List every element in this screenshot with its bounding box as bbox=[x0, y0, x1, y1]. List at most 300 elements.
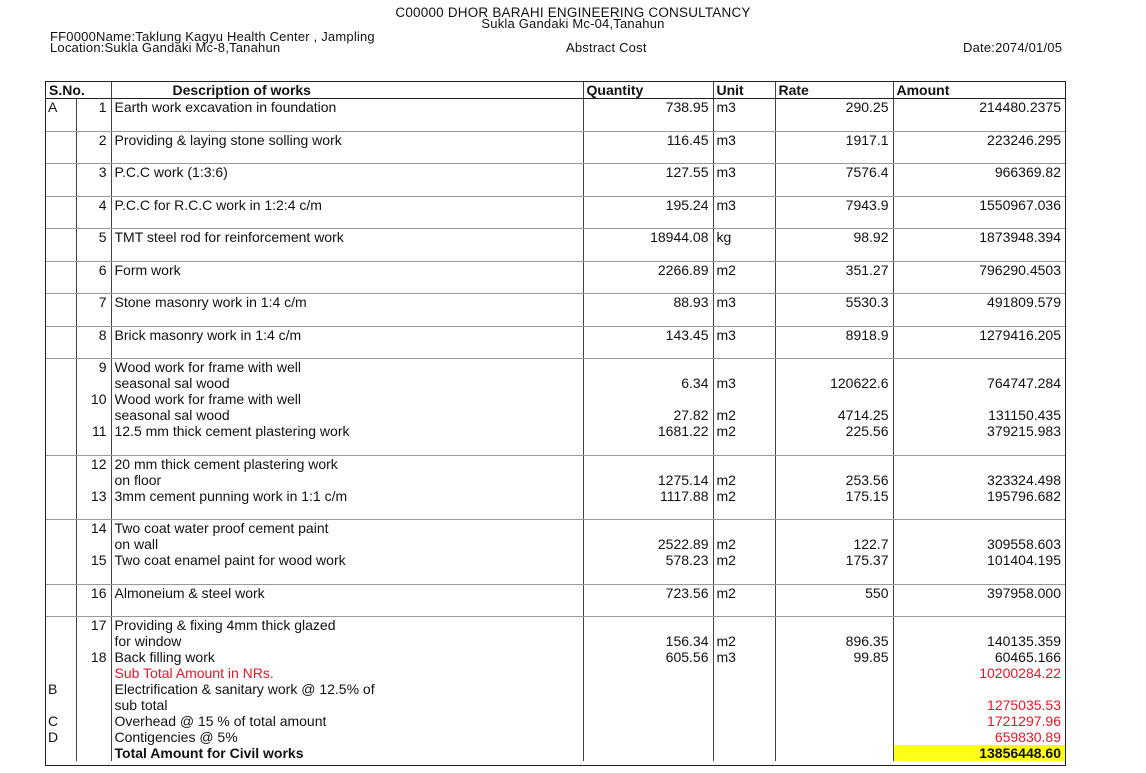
spacer-cell bbox=[76, 310, 111, 326]
spacer-cell bbox=[775, 148, 893, 164]
col-header-description: Description of works bbox=[111, 82, 583, 99]
row-rate bbox=[775, 520, 893, 537]
col-header-unit: Unit bbox=[713, 82, 775, 99]
table-row bbox=[46, 729, 1065, 745]
row-unit: m2 bbox=[713, 584, 775, 601]
row-quantity: 578.23 bbox=[583, 552, 713, 568]
row-class bbox=[46, 196, 76, 213]
row-amount: 491809.579 bbox=[893, 294, 1065, 311]
spacer-row bbox=[46, 213, 1065, 229]
row-number: 7 bbox=[76, 294, 111, 311]
spacer-row bbox=[46, 115, 1065, 131]
spacer-cell bbox=[583, 504, 713, 520]
row-description: 3mm cement punning work in 1:1 c/m bbox=[111, 488, 583, 504]
spacer-cell bbox=[46, 310, 76, 326]
row-class bbox=[46, 391, 76, 407]
row-quantity: 127.55 bbox=[583, 164, 713, 181]
row-unit: m2 bbox=[713, 488, 775, 504]
spacer-cell bbox=[583, 180, 713, 196]
spacer-cell bbox=[893, 439, 1065, 455]
row-amount bbox=[893, 617, 1065, 634]
row-description: Brick masonry work in 1:4 c/m bbox=[111, 326, 583, 343]
row-quantity bbox=[583, 391, 713, 407]
spacer-cell bbox=[46, 601, 76, 617]
row-unit bbox=[713, 520, 775, 537]
spacer-cell bbox=[111, 115, 583, 131]
row-unit bbox=[713, 455, 775, 472]
row-description: seasonal sal wood bbox=[111, 407, 583, 423]
row-unit: m2 bbox=[713, 536, 775, 552]
row-class: C bbox=[48, 713, 59, 729]
spacer-row bbox=[46, 504, 1065, 520]
table-row bbox=[46, 391, 1065, 407]
row-description: Two coat water proof cement paint bbox=[111, 520, 583, 537]
spacer-cell bbox=[76, 148, 111, 164]
col-header-rate: Rate bbox=[775, 82, 893, 99]
spacer-cell bbox=[46, 148, 76, 164]
row-rate: 253.56 bbox=[775, 472, 893, 488]
spacer-cell bbox=[893, 278, 1065, 294]
table-row bbox=[46, 697, 1065, 713]
document-title: Abstract Cost bbox=[566, 40, 647, 55]
row-quantity: 116.45 bbox=[583, 131, 713, 148]
table-row bbox=[46, 488, 1065, 504]
spacer-cell bbox=[713, 115, 775, 131]
table-row bbox=[46, 472, 1065, 488]
row-number: 8 bbox=[76, 326, 111, 343]
spacer-cell bbox=[775, 310, 893, 326]
row-amount: 131150.435 bbox=[893, 407, 1065, 423]
spacer-cell bbox=[583, 568, 713, 584]
row-unit bbox=[713, 745, 775, 761]
row-description: seasonal sal wood bbox=[111, 375, 583, 391]
spacer-cell bbox=[775, 115, 893, 131]
row-class: A bbox=[48, 99, 58, 115]
row-class bbox=[46, 552, 76, 568]
spacer-row bbox=[46, 245, 1065, 261]
row-unit bbox=[713, 665, 775, 681]
row-class bbox=[46, 697, 76, 713]
col-header-amount: Amount bbox=[893, 82, 1065, 99]
row-description: Wood work for frame with well bbox=[111, 359, 583, 376]
row-rate bbox=[775, 391, 893, 407]
spacer-row bbox=[46, 601, 1065, 617]
row-description: P.C.C work (1:3:6) bbox=[111, 164, 583, 181]
table-row bbox=[46, 99, 1065, 116]
row-class bbox=[46, 423, 76, 439]
row-unit bbox=[713, 697, 775, 713]
spacer-cell bbox=[775, 601, 893, 617]
spacer-cell bbox=[111, 278, 583, 294]
row-class bbox=[46, 520, 76, 537]
spacer-cell bbox=[46, 568, 76, 584]
row-quantity bbox=[583, 729, 713, 745]
spacer-row bbox=[46, 568, 1065, 584]
spacer-cell bbox=[713, 148, 775, 164]
row-description: Two coat enamel paint for wood work bbox=[111, 552, 583, 568]
row-amount: 140135.359 bbox=[893, 633, 1065, 649]
row-amount: 323324.498 bbox=[893, 472, 1065, 488]
spacer-cell bbox=[775, 568, 893, 584]
row-amount: 60465.166 bbox=[893, 649, 1065, 665]
row-description: Electrification & sanitary work @ 12.5% of bbox=[111, 681, 583, 697]
spacer-row bbox=[46, 343, 1065, 359]
row-rate: 175.37 bbox=[775, 552, 893, 568]
row-number: 10 bbox=[76, 391, 111, 407]
row-number: 1 bbox=[76, 99, 111, 116]
spacer-cell bbox=[46, 278, 76, 294]
row-amount: 796290.4503 bbox=[893, 261, 1065, 278]
table-row bbox=[46, 665, 1065, 681]
row-amount: 1279416.205 bbox=[893, 326, 1065, 343]
row-amount: 214480.2375 bbox=[893, 99, 1065, 116]
row-number: 11 bbox=[76, 423, 111, 439]
row-rate: 120622.6 bbox=[775, 375, 893, 391]
row-amount: 379215.983 bbox=[893, 423, 1065, 439]
company-address: Sukla Gandaki Mc-04,Tanahun bbox=[481, 16, 665, 31]
table-row bbox=[46, 649, 1065, 665]
spacer-cell bbox=[46, 343, 76, 359]
row-class bbox=[46, 472, 76, 488]
row-description: Total Amount for Civil works bbox=[111, 745, 583, 761]
row-description: 12.5 mm thick cement plastering work bbox=[111, 423, 583, 439]
row-class bbox=[46, 407, 76, 423]
row-class bbox=[46, 649, 76, 665]
row-quantity: 723.56 bbox=[583, 584, 713, 601]
row-class bbox=[46, 665, 76, 681]
row-rate bbox=[775, 745, 893, 761]
table-row bbox=[46, 455, 1065, 472]
row-class bbox=[46, 633, 76, 649]
spacer-cell bbox=[583, 278, 713, 294]
spacer-cell bbox=[76, 568, 111, 584]
spacer-cell bbox=[583, 245, 713, 261]
row-quantity bbox=[583, 359, 713, 376]
row-unit bbox=[713, 617, 775, 634]
row-amount bbox=[893, 455, 1065, 472]
row-rate: 290.25 bbox=[775, 99, 893, 116]
row-quantity bbox=[583, 697, 713, 713]
row-unit bbox=[713, 681, 775, 697]
row-quantity: 143.45 bbox=[583, 326, 713, 343]
spacer-cell bbox=[893, 245, 1065, 261]
row-number: 15 bbox=[76, 552, 111, 568]
row-number: 9 bbox=[76, 359, 111, 376]
row-quantity: 2266.89 bbox=[583, 261, 713, 278]
spacer-cell bbox=[76, 504, 111, 520]
row-description: Back filling work bbox=[111, 649, 583, 665]
row-amount: 397958.000 bbox=[893, 584, 1065, 601]
table-row bbox=[46, 681, 1065, 697]
row-quantity bbox=[583, 745, 713, 761]
table-row bbox=[46, 359, 1065, 376]
spacer-cell bbox=[583, 310, 713, 326]
row-class bbox=[46, 488, 76, 504]
row-rate bbox=[775, 713, 893, 729]
row-number bbox=[76, 407, 111, 423]
spacer-cell bbox=[46, 213, 76, 229]
row-quantity bbox=[583, 681, 713, 697]
row-class: B bbox=[48, 681, 58, 697]
table-row bbox=[46, 407, 1065, 423]
row-quantity: 6.34 bbox=[583, 375, 713, 391]
row-description: Stone masonry work in 1:4 c/m bbox=[111, 294, 583, 311]
row-rate: 7576.4 bbox=[775, 164, 893, 181]
spacer-row bbox=[46, 439, 1065, 455]
row-number bbox=[76, 536, 111, 552]
row-description: Providing & laying stone solling work bbox=[111, 131, 583, 148]
row-unit: m3 bbox=[713, 99, 775, 116]
row-rate bbox=[775, 359, 893, 376]
spacer-cell bbox=[713, 213, 775, 229]
row-quantity: 1275.14 bbox=[583, 472, 713, 488]
row-description: P.C.C for R.C.C work in 1:2:4 c/m bbox=[111, 196, 583, 213]
spacer-cell bbox=[111, 343, 583, 359]
row-rate bbox=[775, 665, 893, 681]
spacer-cell bbox=[111, 601, 583, 617]
row-description: Overhead @ 15 % of total amount bbox=[111, 713, 583, 729]
spacer-cell bbox=[893, 310, 1065, 326]
table-row bbox=[46, 196, 1065, 213]
row-class bbox=[46, 131, 76, 148]
row-rate: 5530.3 bbox=[775, 294, 893, 311]
row-class bbox=[46, 359, 76, 376]
document-date: Date:2074/01/05 bbox=[963, 40, 1063, 55]
row-number bbox=[76, 665, 111, 681]
spacer-cell bbox=[775, 504, 893, 520]
row-number: 5 bbox=[76, 229, 111, 246]
spacer-cell bbox=[775, 213, 893, 229]
row-amount: 764747.284 bbox=[893, 375, 1065, 391]
row-quantity bbox=[583, 617, 713, 634]
spacer-cell bbox=[713, 180, 775, 196]
row-unit: m2 bbox=[713, 552, 775, 568]
row-class bbox=[46, 745, 76, 761]
row-description: Wood work for frame with well bbox=[111, 391, 583, 407]
row-unit: m2 bbox=[713, 423, 775, 439]
spacer-cell bbox=[111, 180, 583, 196]
row-rate bbox=[775, 617, 893, 634]
row-number bbox=[76, 745, 111, 761]
col-header-quantity: Quantity bbox=[583, 82, 713, 99]
spacer-cell bbox=[893, 504, 1065, 520]
row-quantity bbox=[583, 455, 713, 472]
row-amount: 1275035.53 bbox=[893, 697, 1065, 713]
spacer-cell bbox=[111, 148, 583, 164]
row-rate: 8918.9 bbox=[775, 326, 893, 343]
row-unit: kg bbox=[713, 229, 775, 246]
row-amount bbox=[893, 520, 1065, 537]
spacer-cell bbox=[76, 245, 111, 261]
table-header-row bbox=[46, 82, 1065, 99]
spacer-row bbox=[46, 180, 1065, 196]
project-name: FF0000Name:Taklung Kagyu Health Center , Jampling bbox=[50, 29, 375, 44]
spacer-cell bbox=[583, 115, 713, 131]
row-amount: 1550967.036 bbox=[893, 196, 1065, 213]
row-unit: m3 bbox=[713, 649, 775, 665]
row-class bbox=[46, 536, 76, 552]
row-class bbox=[46, 164, 76, 181]
col-header-sno: S.No. bbox=[46, 82, 111, 99]
table-row bbox=[46, 584, 1065, 601]
spacer-cell bbox=[713, 601, 775, 617]
table-row bbox=[46, 131, 1065, 148]
row-unit bbox=[713, 729, 775, 745]
spacer-cell bbox=[76, 343, 111, 359]
row-rate bbox=[775, 681, 893, 697]
row-unit: m3 bbox=[713, 375, 775, 391]
row-rate: 225.56 bbox=[775, 423, 893, 439]
row-quantity: 88.93 bbox=[583, 294, 713, 311]
table-row bbox=[46, 375, 1065, 391]
spacer-cell bbox=[76, 278, 111, 294]
row-unit: m2 bbox=[713, 633, 775, 649]
spacer-cell bbox=[893, 213, 1065, 229]
table-row bbox=[46, 229, 1065, 246]
spacer-cell bbox=[775, 343, 893, 359]
row-unit: m2 bbox=[713, 407, 775, 423]
spacer-cell bbox=[713, 439, 775, 455]
row-rate: 98.92 bbox=[775, 229, 893, 246]
row-quantity bbox=[583, 713, 713, 729]
spacer-row bbox=[46, 278, 1065, 294]
table-row bbox=[46, 294, 1065, 311]
spacer-cell bbox=[893, 568, 1065, 584]
spacer-cell bbox=[76, 213, 111, 229]
spacer-cell bbox=[111, 568, 583, 584]
row-rate: 99.85 bbox=[775, 649, 893, 665]
row-description: TMT steel rod for reinforcement work bbox=[111, 229, 583, 246]
spacer-cell bbox=[76, 180, 111, 196]
row-amount bbox=[893, 391, 1065, 407]
table-row bbox=[46, 617, 1065, 634]
spacer-cell bbox=[713, 504, 775, 520]
spacer-cell bbox=[583, 601, 713, 617]
project-location: Location:Sukla Gandaki Mc-8,Tanahun bbox=[50, 40, 281, 55]
spacer-cell bbox=[775, 439, 893, 455]
row-number: 6 bbox=[76, 261, 111, 278]
table-row bbox=[46, 552, 1065, 568]
row-number: 14 bbox=[76, 520, 111, 537]
row-number bbox=[76, 729, 111, 745]
row-number: 12 bbox=[76, 455, 111, 472]
row-unit: m3 bbox=[713, 294, 775, 311]
abstract-cost-table bbox=[46, 82, 1065, 761]
row-description: Contigencies @ 5% bbox=[111, 729, 583, 745]
row-amount: 101404.195 bbox=[893, 552, 1065, 568]
spacer-cell bbox=[111, 504, 583, 520]
row-rate: 351.27 bbox=[775, 261, 893, 278]
row-description: Almoneium & steel work bbox=[111, 584, 583, 601]
table-row bbox=[46, 164, 1065, 181]
row-unit bbox=[713, 391, 775, 407]
row-quantity: 605.56 bbox=[583, 649, 713, 665]
spacer-cell bbox=[583, 343, 713, 359]
row-number bbox=[76, 375, 111, 391]
row-amount: 1721297.96 bbox=[893, 713, 1065, 729]
row-amount: 195796.682 bbox=[893, 488, 1065, 504]
row-description: 20 mm thick cement plastering work bbox=[111, 455, 583, 472]
spacer-row bbox=[46, 148, 1065, 164]
row-number: 17 bbox=[76, 617, 111, 634]
row-quantity: 27.82 bbox=[583, 407, 713, 423]
spacer-cell bbox=[46, 504, 76, 520]
row-description: Form work bbox=[111, 261, 583, 278]
row-number: 13 bbox=[76, 488, 111, 504]
row-amount bbox=[893, 681, 1065, 697]
spacer-cell bbox=[713, 568, 775, 584]
row-description: on wall bbox=[111, 536, 583, 552]
spacer-cell bbox=[46, 439, 76, 455]
row-amount: 309558.603 bbox=[893, 536, 1065, 552]
row-amount: 10200284.22 bbox=[893, 665, 1065, 681]
spacer-cell bbox=[713, 278, 775, 294]
spacer-cell bbox=[46, 180, 76, 196]
row-number bbox=[76, 472, 111, 488]
row-unit: m3 bbox=[713, 131, 775, 148]
table-row bbox=[46, 520, 1065, 537]
row-amount: 1873948.394 bbox=[893, 229, 1065, 246]
row-number bbox=[76, 713, 111, 729]
row-amount: 223246.295 bbox=[893, 131, 1065, 148]
spacer-cell bbox=[111, 213, 583, 229]
spacer-cell bbox=[893, 115, 1065, 131]
row-rate: 1917.1 bbox=[775, 131, 893, 148]
row-quantity bbox=[583, 520, 713, 537]
table-row bbox=[46, 745, 1065, 761]
spacer-cell bbox=[111, 310, 583, 326]
row-description: for window bbox=[111, 633, 583, 649]
row-unit: m2 bbox=[713, 261, 775, 278]
row-amount: 966369.82 bbox=[893, 164, 1065, 181]
row-number: 16 bbox=[76, 584, 111, 601]
row-rate bbox=[775, 729, 893, 745]
spacer-cell bbox=[46, 245, 76, 261]
row-unit: m3 bbox=[713, 164, 775, 181]
row-rate: 175.15 bbox=[775, 488, 893, 504]
row-description: sub total bbox=[111, 697, 583, 713]
row-rate: 896.35 bbox=[775, 633, 893, 649]
spacer-cell bbox=[893, 180, 1065, 196]
row-class bbox=[46, 584, 76, 601]
row-quantity: 18944.08 bbox=[583, 229, 713, 246]
spacer-cell bbox=[46, 115, 76, 131]
table-row bbox=[46, 423, 1065, 439]
spacer-cell bbox=[111, 245, 583, 261]
spacer-cell bbox=[893, 148, 1065, 164]
row-rate bbox=[775, 697, 893, 713]
row-class: D bbox=[48, 729, 59, 745]
row-class bbox=[46, 294, 76, 311]
row-class bbox=[46, 455, 76, 472]
spacer-cell bbox=[713, 310, 775, 326]
row-rate: 7943.9 bbox=[775, 196, 893, 213]
row-quantity: 1117.88 bbox=[583, 488, 713, 504]
row-number: 4 bbox=[76, 196, 111, 213]
table-row bbox=[46, 713, 1065, 729]
spacer-cell bbox=[893, 343, 1065, 359]
row-rate: 122.7 bbox=[775, 536, 893, 552]
row-rate bbox=[775, 455, 893, 472]
row-unit: m2 bbox=[713, 472, 775, 488]
row-quantity: 156.34 bbox=[583, 633, 713, 649]
company-name: C00000 DHOR BARAHI ENGINEERING CONSULTANCY bbox=[395, 5, 751, 20]
row-quantity: 1681.22 bbox=[583, 423, 713, 439]
spacer-row bbox=[46, 310, 1065, 326]
row-class bbox=[46, 617, 76, 634]
spacer-cell bbox=[893, 601, 1065, 617]
spacer-cell bbox=[583, 148, 713, 164]
